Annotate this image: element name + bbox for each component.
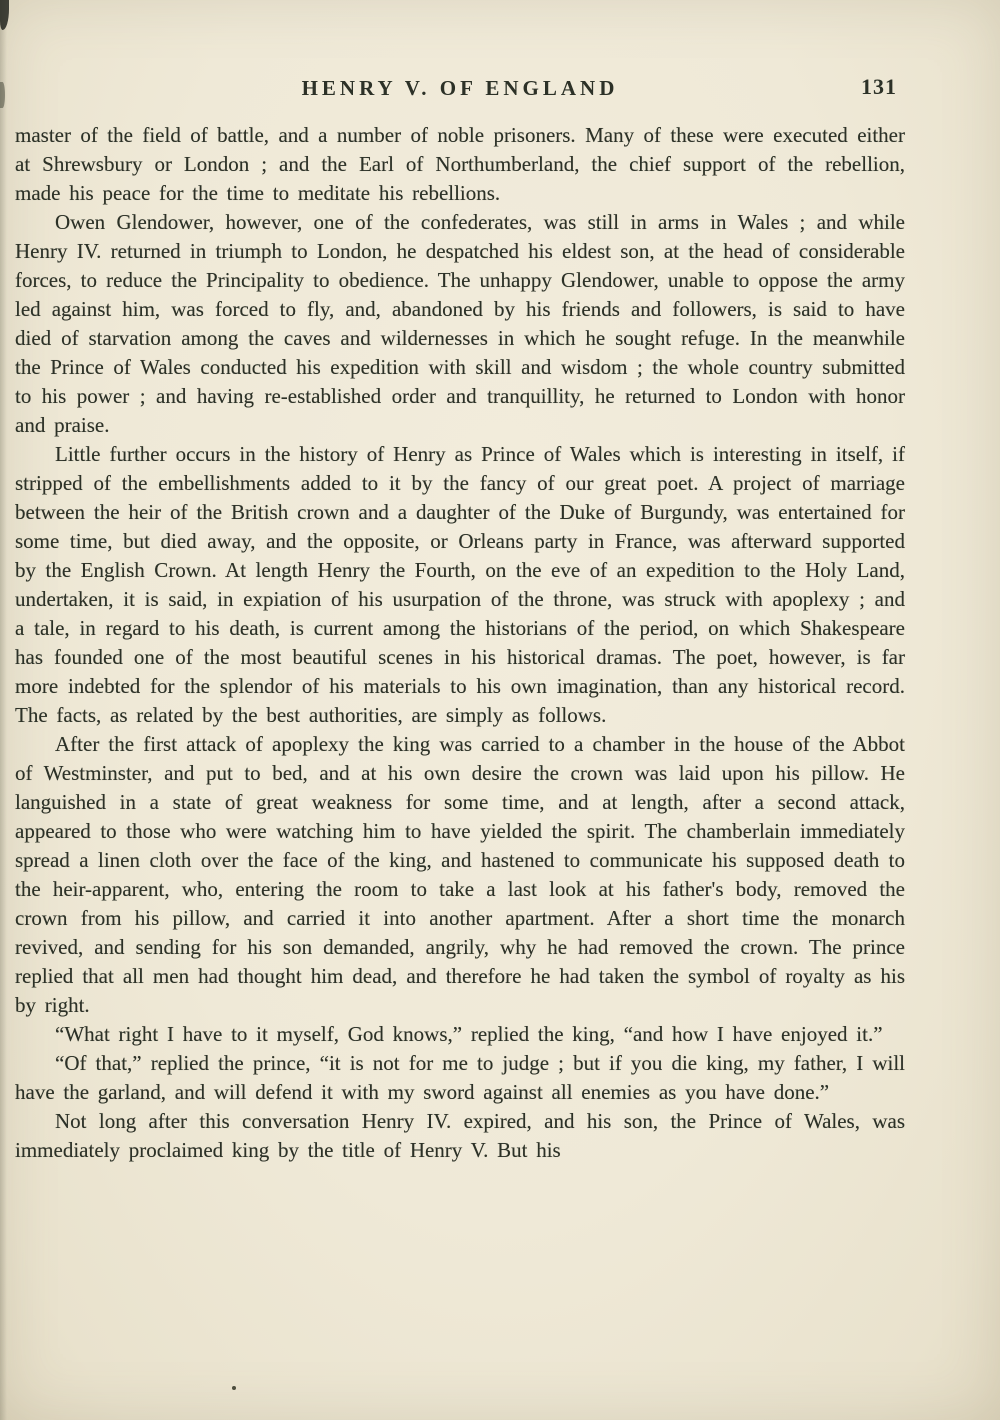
paragraph: After the first attack of apoplexy the king was carried to a chamber in the house of the Abbot of Westminster, and put to bed, and at his own desire the crown was laid upon his pillow. He languished in a state of great weakness for some time, and at length, after a second attack, appeared to those who were watching him to have yielded the spirit. The chamberlain immediately spread a linen cloth over the face of the king, and hastened to communicate his supposed death to the heir-apparent, who, entering the room to take a last look at his father's body, removed the crown from his pillow, and carried it into another apartment. After a short time the monarch revived, and sending for his son demanded, angrily, why he had removed the crown. The prince replied that all men had thought him dead, and therefore he had taken the symbol of royalty as his by right. <box>15 732 905 1017</box>
paragraph: Little further occurs in the history of Henry as Prince of Wales which is interesting in itself, if stripped of the embellishments added to it by the fancy of our great poet. A project of marriage between the heir of the British crown and a daughter of the Duke of Burgundy, was entertained for some time, but died away, and the opposite, or Orleans party in France, was afterward supported by the English Crown. At length Henry the Fourth, on the eve of an expedition to the Holy Land, undertaken, it is said, in expiation of his usurpation of the throne, was struck with apoplexy ; and a tale, in regard to his death, is current among the historians of the period, on which Shakespeare has founded one of the most beautiful scenes in his historical dramas. The poet, however, is far more indebted for the splendor of his materials to his own imagination, than any historical record. The facts, as related by the best authorities, are simply as follows. <box>15 442 905 727</box>
paragraph: “What right I have to it myself, God knows,” replied the king, “and how I have enjoyed it.” <box>55 1022 883 1046</box>
paragraph: master of the field of battle, and a number of noble prisoners. Many of these were executed either at Shrewsbury or London ; and the Earl of Northumberland, the chief support of the rebellion, made his peace for the time to meditate his rebellions. <box>15 123 905 205</box>
paragraph: Owen Glendower, however, one of the confederates, was still in arms in Wales ; and while Henry IV. returned in triumph to London, he despatched his eldest son, at the head of considerable forces, to reduce the Principality to obedience. The unhappy Glendower, unable to oppose the army led against him, was forced to fly, and, abandoned by his friends and followers, is said to have died of starvation among the caves and wildernesses in which he sought refuge. In the meanwhile the Prince of Wales conducted his expedition with skill and wisdom ; the whole country submitted to his power ; and having re-established order and tranquillity, he returned to London with honor and praise. <box>15 210 905 437</box>
page-body <box>15 121 905 1165</box>
running-title: HENRY V. OF ENGLAND <box>301 76 619 100</box>
scan-edge-artifact <box>0 0 9 30</box>
page-number: 131 <box>861 74 897 99</box>
scan-smudge-artifact <box>0 82 5 108</box>
paragraph: “Of that,” replied the prince, “it is not for me to judge ; but if you die king, my father, I will have the garland, and will defend it with my sword against all enemies as you have done.” <box>15 1051 905 1104</box>
paragraph: Not long after this conversation Henry IV. expired, and his son, the Prince of Wales, was immediately proclaimed king by the title of Henry V. But his <box>15 1109 905 1162</box>
scan-dot-artifact <box>232 1386 236 1390</box>
page-header <box>15 76 905 108</box>
